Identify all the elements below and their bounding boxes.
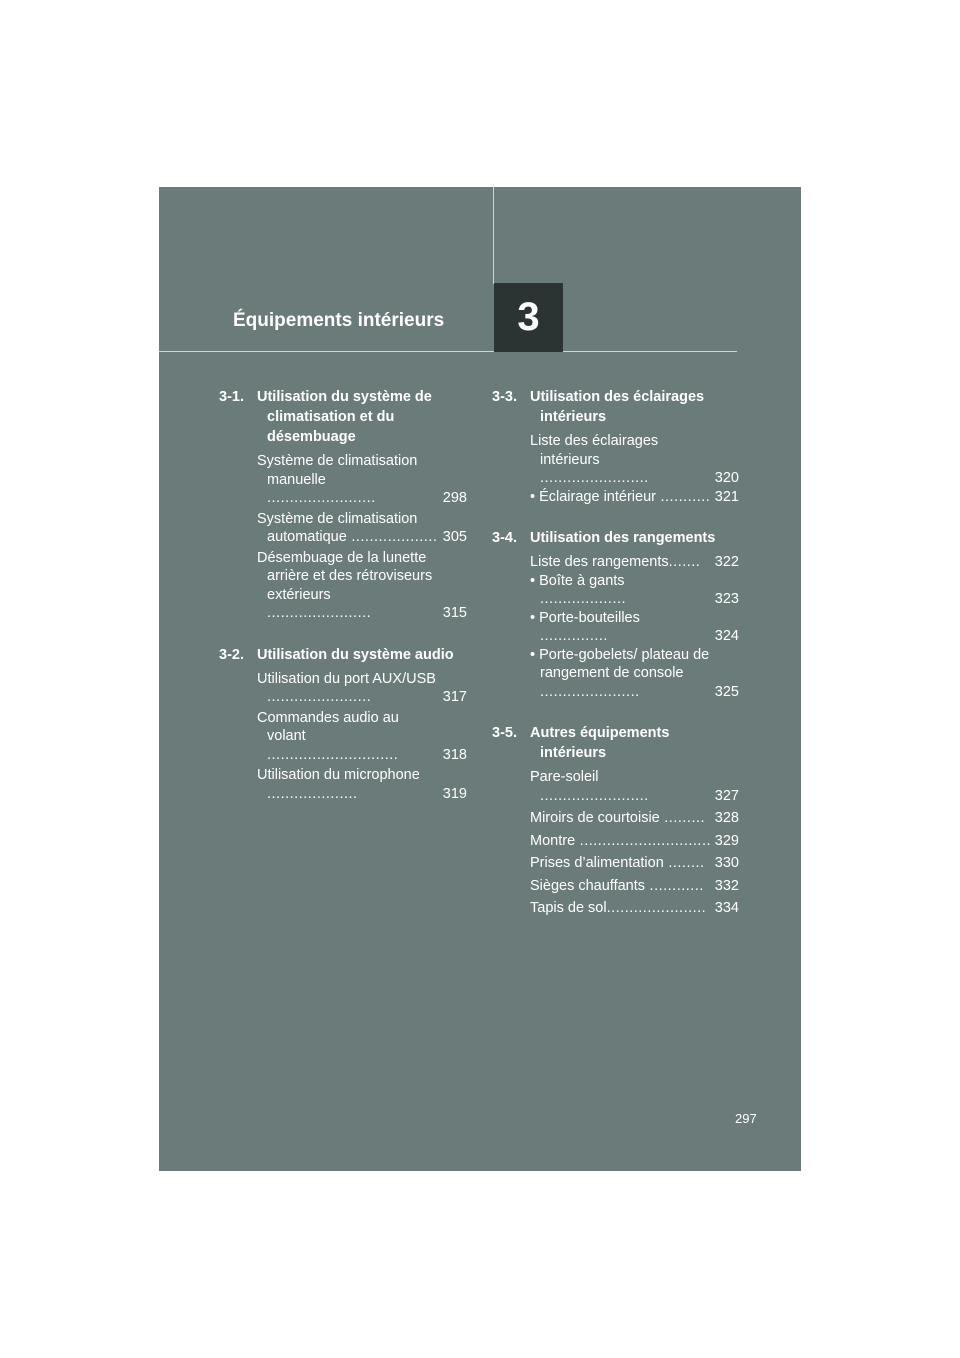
entry-text: • Porte-gobelets/ plateau de rangement de console [530,646,710,681]
page-number: 297 [735,1111,757,1126]
entry-page: 330 [714,855,739,871]
toc-entry[interactable] [257,670,467,707]
entry-page: 318 [442,746,467,763]
entry-page: 298 [442,490,467,506]
entry-page: 332 [714,877,739,894]
entry-leader: ............ [645,877,704,894]
toc-entry[interactable] [530,854,739,873]
toc-entry[interactable] [530,553,739,572]
entry-text: Pare-soleil [530,769,599,785]
toc-entry[interactable] [530,646,739,702]
entry-page: 328 [714,810,739,826]
entry-text: • Éclairage intérieur [530,488,656,505]
toc-entry[interactable] [530,877,739,896]
entry-leader: ........ [663,855,705,871]
entry-text: Sièges chauffants [530,877,646,894]
entry-page: 305 [442,529,467,545]
entry-text: Système de climatisation manuelle [257,453,418,488]
entry-text: Commandes audio au volant [257,709,399,744]
entry-text: Prises d’alimentation [530,855,664,871]
toc-entry[interactable] [257,709,467,765]
chapter-number: 3 [517,295,540,339]
entry-page: 323 [714,591,739,607]
entry-page: 327 [714,787,739,804]
entry-text: Utilisation du microphone [257,767,420,783]
entry-leader: ................... [540,591,627,607]
toc-section-3-5 [492,723,739,918]
toc-entry[interactable] [530,832,739,851]
toc-entry[interactable] [530,488,739,507]
entry-text: Désembuage de la lunette arrière et des rétroviseurs extérieurs [257,549,433,603]
section-number: 3-4. [492,530,517,546]
entry-page: 334 [714,900,739,916]
entry-text: Utilisation du port AUX/USB [257,670,436,687]
entry-leader: ....................... [267,605,372,621]
toc-entry[interactable] [530,432,739,488]
toc-section-3-4 [492,528,739,701]
header-divider-horizontal [159,351,737,352]
entry-text: Miroirs de courtoisie [530,810,660,826]
entry-text: Liste des rangements [530,554,669,570]
section-number: 3-5. [492,725,517,741]
toc-entry[interactable] [257,510,467,547]
section-number: 3-1. [219,389,244,405]
entry-leader: ....................... [267,689,372,705]
entry-page: 329 [714,832,739,849]
toc-column-left [219,387,467,825]
toc-entry[interactable] [257,549,467,623]
entry-text: • Boîte à gants [530,572,625,589]
entry-leader: ........... [655,488,711,505]
section-title: Autres équipements intérieurs [530,725,670,761]
entry-text: • Porte-bouteilles [530,609,640,626]
entry-leader: ............................. [267,746,399,763]
toc-entry[interactable] [530,572,739,609]
entry-leader: .................... [267,785,358,802]
entry-leader: ........................ [267,490,376,506]
section-title: Utilisation des éclairages intérieurs [530,389,705,425]
entry-leader: ....... [668,554,701,570]
toc-section-3-2 [219,645,467,804]
entry-text: Tapis de sol [530,900,607,916]
section-title: Utilisation du système de climatisation et du désembuage [257,389,432,445]
toc-section-3-1 [219,387,467,623]
entry-page: 325 [714,683,739,700]
entry-leader: ............... [540,628,608,644]
chapter-title: Équipements intérieurs [233,310,445,331]
entry-leader: ......... [659,810,706,826]
entry-leader: ...................... [540,683,640,700]
toc-entry[interactable] [530,768,739,805]
entry-text: Système de climatisation automatique [257,510,418,545]
header-divider-vertical [493,187,494,284]
entry-page: 324 [714,628,739,644]
toc-entry[interactable] [530,809,739,828]
section-title: Utilisation des rangements [530,530,716,546]
toc-section-3-3 [492,387,739,506]
entry-page: 319 [442,785,467,802]
entry-leader: ............................. [575,832,711,849]
entry-leader: ...................... [606,900,707,916]
section-number: 3-3. [492,389,517,405]
entry-page: 322 [714,554,739,570]
entry-text: Liste des éclairages intérieurs [530,433,659,468]
entry-page: 317 [442,689,467,705]
entry-page: 321 [714,488,739,505]
toc-entry[interactable] [530,609,739,646]
toc-entry[interactable] [257,452,467,508]
entry-leader: ................... [346,529,438,545]
entry-leader: ........................ [540,470,649,486]
toc-entry[interactable] [257,766,467,803]
chapter-number-box [494,283,563,352]
entry-page: 320 [714,470,739,486]
section-number: 3-2. [219,646,244,663]
entry-leader: ........................ [540,787,649,804]
toc-entry[interactable] [530,899,739,918]
entry-page: 315 [442,605,467,621]
entry-text: Montre [530,832,576,849]
toc-column-right [492,387,739,940]
section-title: Utilisation du système audio [257,646,454,663]
